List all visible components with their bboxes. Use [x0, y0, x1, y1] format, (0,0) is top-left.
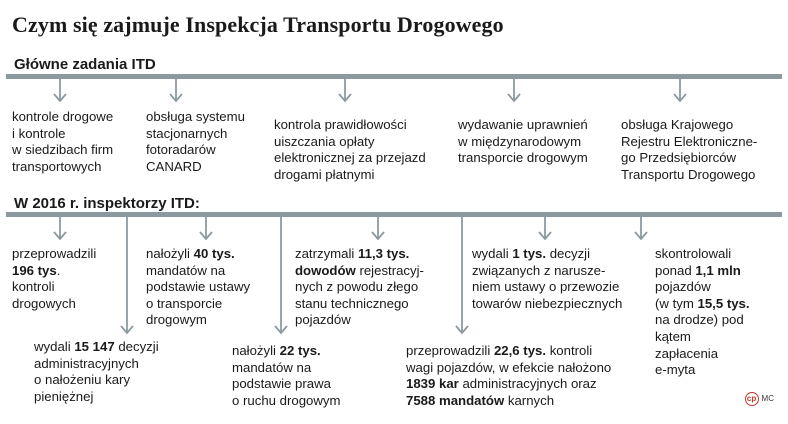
- section-label-main-tasks: Główne zadania ITD: [14, 56, 156, 73]
- section-label-2016: W 2016 r. inspektorzy ITD:: [14, 195, 200, 212]
- stat-arrow-icon: [535, 217, 555, 241]
- task-arrow-icon: [50, 79, 70, 103]
- task-electronic-toll: kontrola prawidłowości uiszczania opłaty elektronicznej za przejazd drogami płatnymi: [274, 117, 426, 182]
- publisher-logo: [745, 392, 774, 406]
- stat-registration-docs: zatrzymali 11,3 tys. dowodów rejestracyj- nych z powodu złego stanu technicznego pojazdów: [295, 246, 424, 328]
- task-arrow-icon: [335, 79, 355, 103]
- stat-dangerous-goods: wydali 1 tys. decyzji związanych z narusze- niem ustawy o przewozie towarów niebezpiecznych: [472, 246, 623, 311]
- task-krept-register: obsługa Krajowego Rejestru Elektroniczne- go Przedsiębiorców Transportu Drogowego: [621, 117, 758, 182]
- task-arrow-icon: [166, 79, 186, 103]
- stat-e-toll-checks: skontrolowali ponad 1,1 mln pojazdów (w tym 15,5 tys. na drodze) pod kątem zapłacenia e-myta: [655, 246, 750, 378]
- stat-traffic-fines: nałożyli 22 tys. mandatów na podstawie prawa o ruchu drogowym: [232, 343, 341, 408]
- page-title: Czym się zajmuje Inspekcja Transportu Drogowego: [12, 12, 504, 37]
- stat-arrow-icon: [117, 217, 137, 335]
- task-arrow-icon: [670, 79, 690, 103]
- stat-roadside-checks: przeprowadzili 196 tys. kontroli drogowych: [12, 246, 97, 311]
- stat-transport-fines: nałożyli 40 tys. mandatów na podstawie ustawy o transporcie drogowym: [146, 246, 251, 328]
- task-arrow-icon: [504, 79, 524, 103]
- stat-arrow-icon: [368, 217, 388, 241]
- task-canard-cameras: obsługa systemu stacjonarnych fotoradarów CANARD: [146, 109, 245, 174]
- stat-arrow-icon: [271, 217, 291, 335]
- cp-logo-icon: cp: [745, 392, 759, 406]
- stat-arrow-icon: [452, 217, 472, 335]
- task-roadside-checks: kontrole drogowe i kontrole w siedzibach firm transportowych: [12, 109, 114, 174]
- task-international-licenses: wydawanie uprawnień w międzynarodowym transporcie drogowym: [458, 117, 588, 166]
- stat-arrow-icon: [50, 217, 70, 241]
- credit-label: MC: [761, 394, 774, 403]
- main-tasks-bar: [6, 74, 782, 79]
- stat-administrative-penalties: wydali 15 147 decyzji administracyjnych o nałożeniu kary pieniężnej: [34, 339, 159, 404]
- stat-arrow-icon: [631, 217, 651, 241]
- stat-weight-checks: przeprowadzili 22,6 tys. kontroli wagi pojazdów, w efekcie nałożono 1839 kar administracyjnych oraz 7588 mandatów karnych: [406, 343, 612, 408]
- stat-arrow-icon: [196, 217, 216, 241]
